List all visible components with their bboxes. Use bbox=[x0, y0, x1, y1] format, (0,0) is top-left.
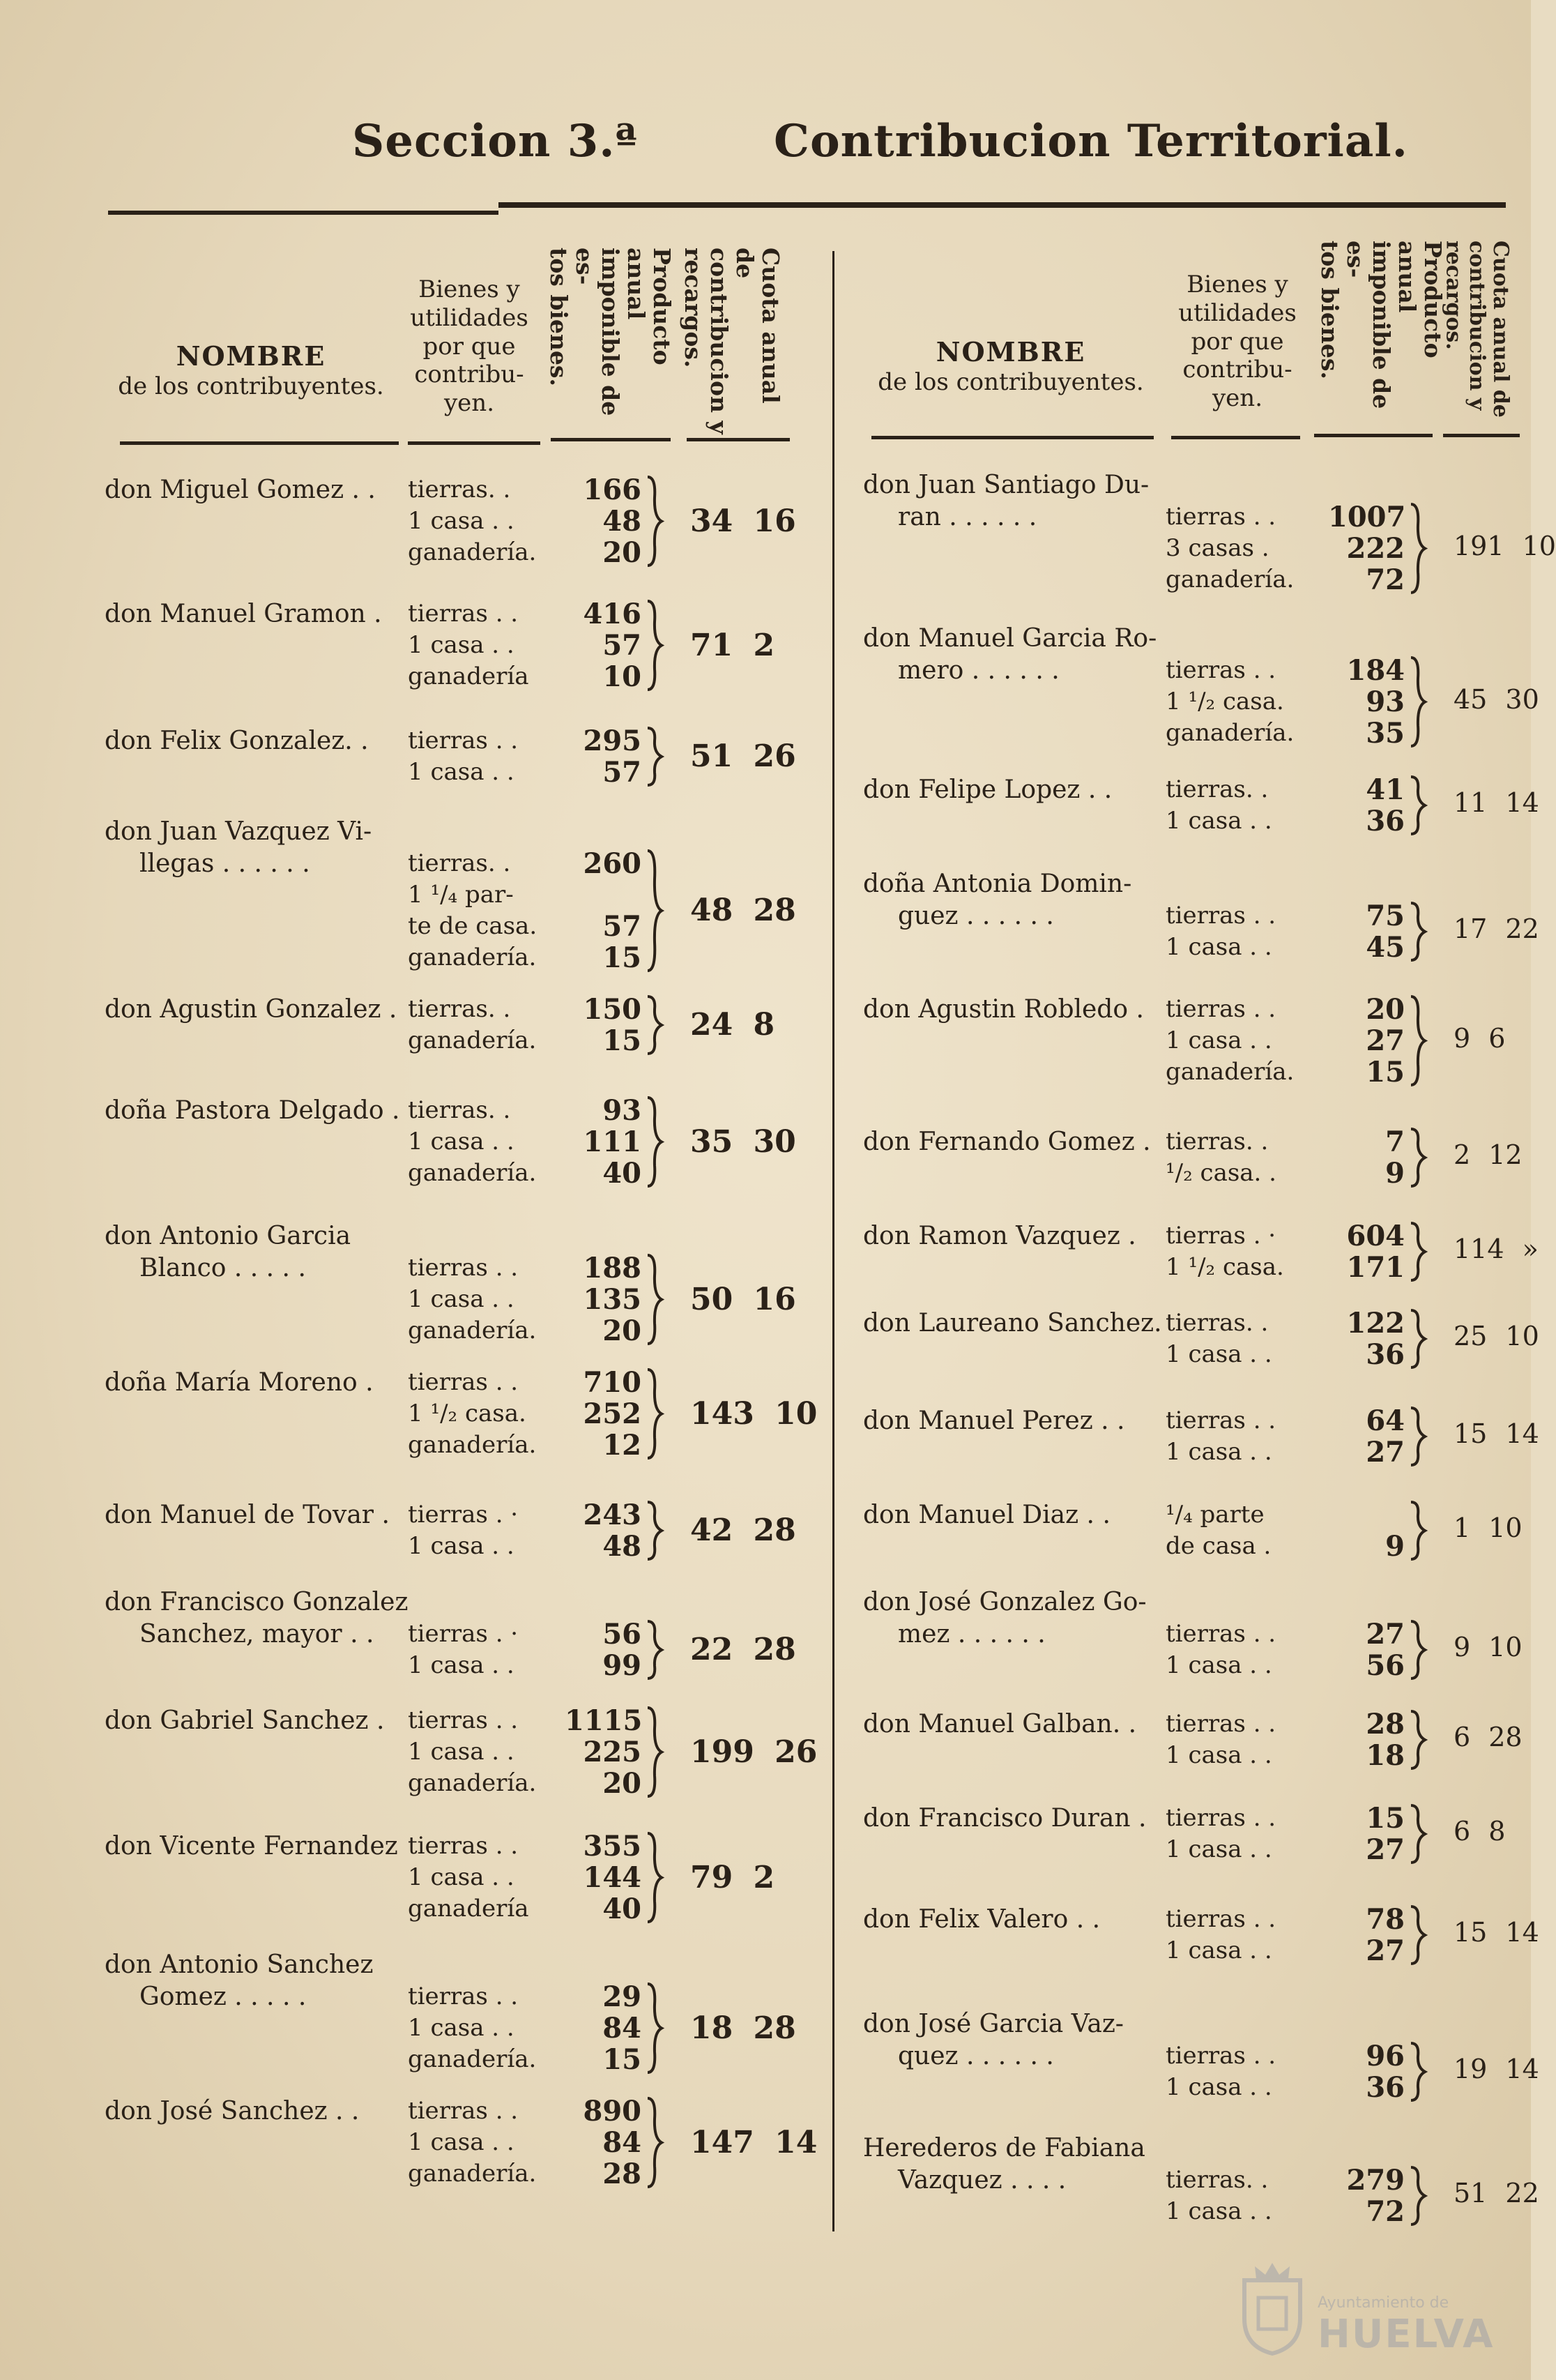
property-item: ganadería. bbox=[408, 1431, 537, 1459]
contributor-name: don Manuel Diaz . . bbox=[863, 1501, 1111, 1529]
taxable-value: 84 bbox=[602, 2012, 641, 2045]
annual-quota: 9 6 bbox=[1454, 1022, 1506, 1054]
property-item: tierras. . bbox=[408, 1096, 511, 1124]
taxable-value: 75 bbox=[1366, 900, 1405, 932]
taxable-value: 144 bbox=[583, 1861, 641, 1894]
contributor-name: don Agustin Robledo . bbox=[863, 995, 1144, 1024]
brace-icon bbox=[645, 1095, 666, 1189]
property-item: ganadería. bbox=[408, 1159, 537, 1187]
annual-quota: 45 30 bbox=[1454, 683, 1539, 715]
contributor-name: don Felix Valero . . bbox=[863, 1905, 1101, 1934]
contributor-name: don José Gonzalez Go- bbox=[863, 1588, 1147, 1616]
contributor-name: Gomez . . . . . bbox=[139, 1983, 307, 2011]
contributor-name: don Miguel Gomez . . bbox=[105, 476, 376, 504]
header-bienes-line: yen. bbox=[443, 389, 495, 418]
contributor-name: don Vicente Fernandez bbox=[105, 1832, 398, 1860]
taxable-value: 15 bbox=[1366, 1802, 1405, 1835]
annual-quota: 25 10 bbox=[1454, 1321, 1539, 1351]
taxable-value: 64 bbox=[1366, 1404, 1405, 1437]
property-item: tierras . . bbox=[1166, 656, 1276, 684]
property-item: ganadería. bbox=[408, 1317, 537, 1344]
taxable-value: 252 bbox=[583, 1397, 641, 1430]
property-item: 1 casa . . bbox=[1166, 1340, 1272, 1368]
taxable-value: 15 bbox=[602, 2043, 641, 2076]
header-bienes-line: Bienes y bbox=[418, 275, 520, 303]
taxable-value: 1115 bbox=[565, 1704, 643, 1737]
property-item: tierras . . bbox=[408, 1983, 519, 2010]
header-bienes-line: contribu- bbox=[1182, 356, 1292, 384]
taxable-value: 56 bbox=[602, 1618, 641, 1651]
contributor-name: guez . . . . . . bbox=[898, 902, 1054, 930]
column-divider bbox=[832, 251, 834, 2231]
taxable-value: 27 bbox=[1366, 1436, 1405, 1469]
contributor-name: mez . . . . . . bbox=[898, 1620, 1046, 1648]
brace-icon bbox=[645, 994, 666, 1056]
property-item: tierras. . bbox=[1166, 775, 1269, 803]
taxable-value: 36 bbox=[1366, 805, 1405, 837]
header-producto-right: Producto anual imponible de es- tos bienes. bbox=[1315, 241, 1447, 409]
taxable-value: 184 bbox=[1346, 654, 1405, 687]
property-item: 1 casa . . bbox=[408, 2128, 514, 2156]
property-item: tierras . . bbox=[408, 2097, 519, 2125]
header-underline-left bbox=[408, 441, 540, 445]
taxable-value: 93 bbox=[602, 1094, 641, 1127]
annual-quota: 143 10 bbox=[690, 1395, 818, 1432]
property-item: tierras . . bbox=[1166, 1804, 1276, 1832]
annual-quota: 51 22 bbox=[1454, 2178, 1539, 2208]
header-bienes-line: utilidades bbox=[1178, 298, 1297, 327]
brace-icon bbox=[645, 1252, 666, 1347]
header-underline-right bbox=[1443, 434, 1520, 437]
annual-quota: 22 28 bbox=[690, 1632, 796, 1667]
brace-icon bbox=[1408, 1708, 1429, 1771]
property-item: de casa . bbox=[1166, 1532, 1272, 1560]
taxable-value: 15 bbox=[602, 941, 641, 974]
page-title: Contribucion Territorial. bbox=[774, 115, 1408, 167]
brace-icon bbox=[1408, 1126, 1429, 1189]
annual-quota: 199 26 bbox=[690, 1734, 818, 1770]
property-item: tierras . . bbox=[1166, 2042, 1276, 2070]
annual-quota: 15 14 bbox=[1454, 1418, 1539, 1449]
brace-icon bbox=[1408, 1220, 1429, 1283]
brace-icon bbox=[1408, 1619, 1429, 1681]
contributor-name: don Agustin Gonzalez . bbox=[105, 995, 397, 1024]
annual-quota: 42 28 bbox=[690, 1513, 796, 1548]
header-underline-left bbox=[687, 438, 790, 441]
property-item: 1 casa . . bbox=[1166, 807, 1272, 835]
taxable-value: 35 bbox=[1366, 717, 1405, 750]
property-item: 1 casa . . bbox=[1166, 1651, 1272, 1679]
watermark-line1: Ayuntamiento de bbox=[1318, 2294, 1449, 2312]
property-item: 1 ¹/₂ casa. bbox=[1166, 688, 1284, 715]
taxable-value: 72 bbox=[1366, 563, 1405, 596]
property-item: 1 casa . . bbox=[1166, 1835, 1272, 1863]
property-item: tierras . · bbox=[408, 1620, 519, 1648]
taxable-value: 222 bbox=[1346, 532, 1405, 565]
brace-icon bbox=[645, 1831, 666, 1925]
contributor-name: don Manuel Perez . . bbox=[863, 1407, 1125, 1435]
property-item: ganadería. bbox=[408, 2045, 537, 2073]
taxable-value: 28 bbox=[1366, 1708, 1405, 1741]
taxable-value: 9 bbox=[1385, 1157, 1405, 1190]
property-item: tierras . · bbox=[408, 1501, 519, 1529]
taxable-value: 1007 bbox=[1328, 501, 1406, 533]
brace-icon bbox=[1408, 1308, 1429, 1370]
taxable-value: 279 bbox=[1346, 2164, 1405, 2197]
header-bienes-left bbox=[403, 275, 535, 418]
taxable-value: 604 bbox=[1346, 1220, 1405, 1252]
brace-icon bbox=[645, 725, 666, 788]
annual-quota: 15 14 bbox=[1454, 1917, 1539, 1948]
contributor-name: don Antonio Garcia bbox=[105, 1222, 351, 1250]
property-item: ganadería. bbox=[1166, 719, 1295, 747]
annual-quota: 6 8 bbox=[1454, 1816, 1506, 1847]
header-name-left bbox=[105, 340, 397, 401]
header-name-title: NOMBRE bbox=[936, 336, 1086, 367]
taxable-value: 27 bbox=[1366, 1833, 1405, 1866]
taxable-value: 15 bbox=[1366, 1056, 1405, 1089]
taxable-value: 355 bbox=[583, 1830, 641, 1863]
brace-icon bbox=[645, 474, 666, 568]
contributor-name: ran . . . . . . bbox=[898, 503, 1037, 531]
taxable-value: 416 bbox=[583, 598, 641, 630]
annual-quota: 24 8 bbox=[690, 1007, 775, 1043]
property-item: tierras . . bbox=[1166, 995, 1276, 1023]
brace-icon bbox=[645, 598, 666, 692]
property-item: 1 casa . . bbox=[1166, 1936, 1272, 1964]
annual-quota: 79 2 bbox=[690, 1859, 775, 1895]
taxable-value: 20 bbox=[602, 1314, 641, 1347]
taxable-value: 166 bbox=[583, 473, 641, 506]
taxable-value: 171 bbox=[1346, 1251, 1405, 1284]
annual-quota: 1 10 bbox=[1454, 1513, 1523, 1543]
header-name-sub: de los contribuyentes. bbox=[878, 367, 1144, 396]
contributor-name: don Ramon Vazquez . bbox=[863, 1222, 1136, 1250]
contributor-name: don Felipe Lopez . . bbox=[863, 775, 1113, 804]
brace-icon bbox=[1408, 501, 1429, 596]
top-rule-left bbox=[108, 211, 498, 215]
header-producto-left: Producto anual imponible de es- tos bienes. bbox=[544, 248, 676, 416]
header-cuota-right: Cuota anual de contribucion y recargos. bbox=[1441, 241, 1513, 418]
brace-icon bbox=[1408, 2165, 1429, 2227]
property-item: tierras . . bbox=[1166, 1407, 1276, 1434]
taxable-value: 57 bbox=[602, 756, 641, 789]
contributor-name: don Manuel Garcia Ro- bbox=[863, 624, 1157, 653]
property-item: 1 casa . . bbox=[408, 758, 514, 786]
property-item: tierras . . bbox=[408, 600, 519, 628]
annual-quota: 18 28 bbox=[690, 2010, 796, 2046]
annual-quota: 114 » bbox=[1454, 1234, 1539, 1264]
taxable-value: 135 bbox=[583, 1283, 641, 1316]
taxable-value: 243 bbox=[583, 1499, 641, 1531]
property-item: tierras . . bbox=[408, 1832, 519, 1860]
header-bienes-line: yen. bbox=[1212, 384, 1263, 413]
contributor-name: doña María Moreno . bbox=[105, 1368, 374, 1397]
contributor-name: don Francisco Gonzalez bbox=[105, 1588, 409, 1616]
header-bienes-line: por que bbox=[1191, 327, 1284, 356]
taxable-value: 188 bbox=[583, 1252, 641, 1284]
property-item: 3 casas . bbox=[1166, 534, 1269, 562]
annual-quota: 2 12 bbox=[1454, 1139, 1523, 1170]
taxable-value: 9 bbox=[1385, 1530, 1405, 1563]
property-item: tierras . . bbox=[408, 1254, 519, 1282]
property-item: ¹/₂ casa. . bbox=[1166, 1159, 1276, 1187]
annual-quota: 51 26 bbox=[690, 738, 796, 774]
header-name-title: NOMBRE bbox=[176, 340, 326, 372]
brace-icon bbox=[1408, 774, 1429, 837]
contributor-name: mero . . . . . . bbox=[898, 656, 1060, 685]
taxable-value: 57 bbox=[602, 629, 641, 662]
taxable-value: 27 bbox=[1366, 1934, 1405, 1967]
property-item: 1 ¹/₄ par- bbox=[408, 881, 514, 909]
property-item: tierras. . bbox=[1166, 1309, 1269, 1337]
taxable-value: 48 bbox=[602, 505, 641, 538]
contributor-name: don Fernando Gomez . bbox=[863, 1128, 1151, 1156]
property-item: tierras . · bbox=[1166, 1222, 1276, 1250]
contributor-name: don Juan Vazquez Vi- bbox=[105, 817, 372, 846]
property-item: tierras . . bbox=[1166, 1905, 1276, 1933]
property-item: tierras . . bbox=[408, 1368, 519, 1396]
property-item: tierras . . bbox=[1166, 902, 1276, 930]
coat-of-arms-icon bbox=[1234, 2259, 1311, 2357]
brace-icon bbox=[1408, 1803, 1429, 1865]
property-item: 1 ¹/₂ casa. bbox=[1166, 1253, 1284, 1281]
taxable-value: 84 bbox=[602, 2126, 641, 2159]
property-item: tierras. . bbox=[408, 476, 511, 503]
brace-icon bbox=[1408, 2040, 1429, 2103]
property-item: ganadería. bbox=[408, 1026, 537, 1054]
property-item: 1 casa . . bbox=[408, 1863, 514, 1891]
taxable-value: 7 bbox=[1385, 1125, 1405, 1158]
property-item: 1 casa . . bbox=[408, 1128, 514, 1155]
header-cuota-left: Cuota anual de contribucion y recargos. bbox=[679, 248, 784, 434]
property-item: tierras . . bbox=[1166, 1620, 1276, 1648]
annual-quota: 48 28 bbox=[690, 893, 796, 928]
taxable-value: 710 bbox=[583, 1366, 641, 1399]
brace-icon bbox=[645, 848, 666, 973]
taxable-value: 27 bbox=[1366, 1618, 1405, 1651]
contributor-name: doña Pastora Delgado . bbox=[105, 1096, 400, 1125]
header-underline-right bbox=[1314, 434, 1433, 437]
property-item: 1 casa . . bbox=[408, 1738, 514, 1766]
header-bienes-right bbox=[1171, 271, 1304, 413]
annual-quota: 71 2 bbox=[690, 627, 775, 663]
brace-icon bbox=[645, 1619, 666, 1681]
annual-quota: 50 16 bbox=[690, 1281, 796, 1317]
contributor-name: don Manuel Gramon . bbox=[105, 600, 382, 628]
top-rule-right bbox=[498, 202, 1506, 208]
taxable-value: 295 bbox=[583, 725, 641, 757]
property-item: 1 casa . . bbox=[1166, 1741, 1272, 1769]
property-item: 1 casa . . bbox=[408, 1651, 514, 1679]
contributor-name: don Laureano Sanchez. bbox=[863, 1309, 1162, 1337]
section-heading: Seccion 3.ª bbox=[352, 115, 638, 167]
header-name-right bbox=[868, 336, 1154, 397]
taxable-value: 29 bbox=[602, 1980, 641, 2013]
taxable-value: 99 bbox=[602, 1649, 641, 1682]
property-item: tierras. . bbox=[1166, 2166, 1269, 2194]
taxable-value: 20 bbox=[1366, 993, 1405, 1026]
brace-icon bbox=[1408, 1405, 1429, 1468]
taxable-value: 111 bbox=[583, 1125, 641, 1158]
contributor-name: Vazquez . . . . bbox=[898, 2166, 1067, 2195]
brace-icon bbox=[1408, 1904, 1429, 1966]
brace-icon bbox=[1408, 1499, 1429, 1562]
contributor-name: Blanco . . . . . bbox=[139, 1254, 306, 1282]
property-item: ganadería. bbox=[1166, 566, 1295, 593]
annual-quota: 11 14 bbox=[1454, 787, 1539, 818]
property-item: 1 casa . . bbox=[1166, 1438, 1272, 1466]
header-underline-right bbox=[1171, 436, 1300, 439]
taxable-value: 36 bbox=[1366, 2071, 1405, 2104]
contributor-name: don Gabriel Sanchez . bbox=[105, 1706, 385, 1735]
property-item: 1 ¹/₂ casa. bbox=[408, 1400, 526, 1427]
property-item: 1 casa . . bbox=[408, 631, 514, 659]
property-item: ganadería. bbox=[1166, 1058, 1295, 1086]
property-item: 1 casa . . bbox=[408, 1532, 514, 1560]
property-item: 1 casa . . bbox=[408, 2014, 514, 2042]
brace-icon bbox=[1408, 994, 1429, 1088]
taxable-value: 56 bbox=[1366, 1649, 1405, 1682]
annual-quota: 147 14 bbox=[690, 2124, 818, 2160]
header-bienes-line: contribu- bbox=[414, 361, 524, 389]
taxable-value: 150 bbox=[583, 993, 641, 1026]
property-item: ganadería. bbox=[408, 1769, 537, 1797]
taxable-value: 225 bbox=[583, 1736, 641, 1768]
annual-quota: 19 14 bbox=[1454, 2054, 1539, 2084]
taxable-value: 20 bbox=[602, 536, 641, 569]
brace-icon bbox=[645, 1499, 666, 1562]
contributor-name: Herederos de Fabiana bbox=[863, 2134, 1145, 2162]
property-item: ganadería bbox=[408, 1895, 529, 1923]
header-name-sub: de los contribuyentes. bbox=[118, 372, 384, 400]
taxable-value: 122 bbox=[1346, 1307, 1405, 1340]
taxable-value: 15 bbox=[602, 1024, 641, 1057]
brace-icon bbox=[1408, 655, 1429, 749]
property-item: tierras. . bbox=[408, 995, 511, 1023]
annual-quota: 17 22 bbox=[1454, 914, 1539, 944]
taxable-value: 18 bbox=[1366, 1739, 1405, 1772]
header-underline-right bbox=[871, 436, 1154, 439]
contributor-name: don José Garcia Vaz- bbox=[863, 2010, 1124, 2038]
taxable-value: 93 bbox=[1366, 685, 1405, 718]
header-underline-left bbox=[120, 441, 399, 445]
taxable-value: 40 bbox=[602, 1893, 641, 1925]
contributor-name: don Antonio Sanchez bbox=[105, 1950, 374, 1979]
annual-quota: 35 30 bbox=[690, 1123, 796, 1160]
property-item: tierras . . bbox=[1166, 503, 1276, 531]
property-item: 1 casa . . bbox=[1166, 2073, 1272, 2101]
taxable-value: 48 bbox=[602, 1530, 641, 1563]
brace-icon bbox=[645, 1705, 666, 1799]
header-bienes-line: por que bbox=[422, 332, 516, 361]
taxable-value: 72 bbox=[1366, 2195, 1405, 2228]
property-item: te de casa. bbox=[408, 912, 537, 940]
taxable-value: 10 bbox=[602, 660, 641, 693]
property-item: ganadería. bbox=[408, 943, 537, 971]
contributor-name: Sanchez, mayor . . bbox=[139, 1620, 374, 1648]
annual-quota: 34 16 bbox=[690, 503, 796, 539]
contributor-name: don José Sanchez . . bbox=[105, 2097, 360, 2125]
brace-icon bbox=[1408, 900, 1429, 963]
property-item: tierras . . bbox=[408, 727, 519, 755]
brace-icon bbox=[645, 2095, 666, 2190]
contributor-name: don Francisco Duran . bbox=[863, 1804, 1147, 1833]
contributor-name: quez . . . . . . bbox=[898, 2042, 1054, 2070]
header-underline-left bbox=[551, 438, 671, 441]
taxable-value: 96 bbox=[1366, 2040, 1405, 2072]
property-item: ¹/₄ parte bbox=[1166, 1501, 1265, 1529]
brace-icon bbox=[645, 1981, 666, 2075]
annual-quota: 191 10 bbox=[1454, 530, 1556, 561]
taxable-value: 40 bbox=[602, 1157, 641, 1190]
taxable-value: 20 bbox=[602, 1767, 641, 1800]
property-item: tierras . . bbox=[408, 1706, 519, 1734]
taxable-value: 41 bbox=[1366, 773, 1405, 806]
contributor-name: don Manuel Galban. . bbox=[863, 1710, 1137, 1738]
taxable-value: 28 bbox=[602, 2158, 641, 2190]
annual-quota: 9 10 bbox=[1454, 1632, 1523, 1662]
contributor-name: llegas . . . . . . bbox=[139, 849, 310, 878]
city-seal-watermark bbox=[1234, 2252, 1495, 2364]
taxable-value: 12 bbox=[602, 1429, 641, 1462]
property-item: ganadería bbox=[408, 662, 529, 690]
contributor-name: don Juan Santiago Du- bbox=[863, 471, 1150, 499]
watermark-line2: HUELVA bbox=[1318, 2312, 1495, 2357]
property-item: ganadería. bbox=[408, 2160, 537, 2188]
taxable-value: 45 bbox=[1366, 931, 1405, 964]
contributor-name: don Manuel de Tovar . bbox=[105, 1501, 390, 1529]
property-item: 1 casa . . bbox=[408, 507, 514, 535]
header-bienes-line: utilidades bbox=[410, 303, 528, 332]
property-item: 1 casa . . bbox=[408, 1285, 514, 1313]
taxable-value: 36 bbox=[1366, 1338, 1405, 1371]
header-bienes-line: Bienes y bbox=[1187, 271, 1288, 298]
property-item: tierras. . bbox=[408, 849, 511, 877]
contributor-name: doña Antonia Domin- bbox=[863, 870, 1132, 898]
taxable-value: 78 bbox=[1366, 1903, 1405, 1936]
property-item: tierras. . bbox=[1166, 1128, 1269, 1155]
taxable-value: 260 bbox=[583, 847, 641, 880]
brace-icon bbox=[645, 1367, 666, 1461]
taxable-value: 890 bbox=[583, 2095, 641, 2128]
property-item: 1 casa . . bbox=[1166, 1026, 1272, 1054]
taxable-value: 27 bbox=[1366, 1024, 1405, 1057]
contributor-name: don Felix Gonzalez. . bbox=[105, 727, 369, 755]
annual-quota: 6 28 bbox=[1454, 1722, 1523, 1752]
property-item: tierras . . bbox=[1166, 1710, 1276, 1738]
taxable-value: 57 bbox=[602, 910, 641, 943]
property-item: 1 casa . . bbox=[1166, 2197, 1272, 2225]
property-item: ganadería. bbox=[408, 538, 537, 566]
property-item: 1 casa . . bbox=[1166, 933, 1272, 961]
